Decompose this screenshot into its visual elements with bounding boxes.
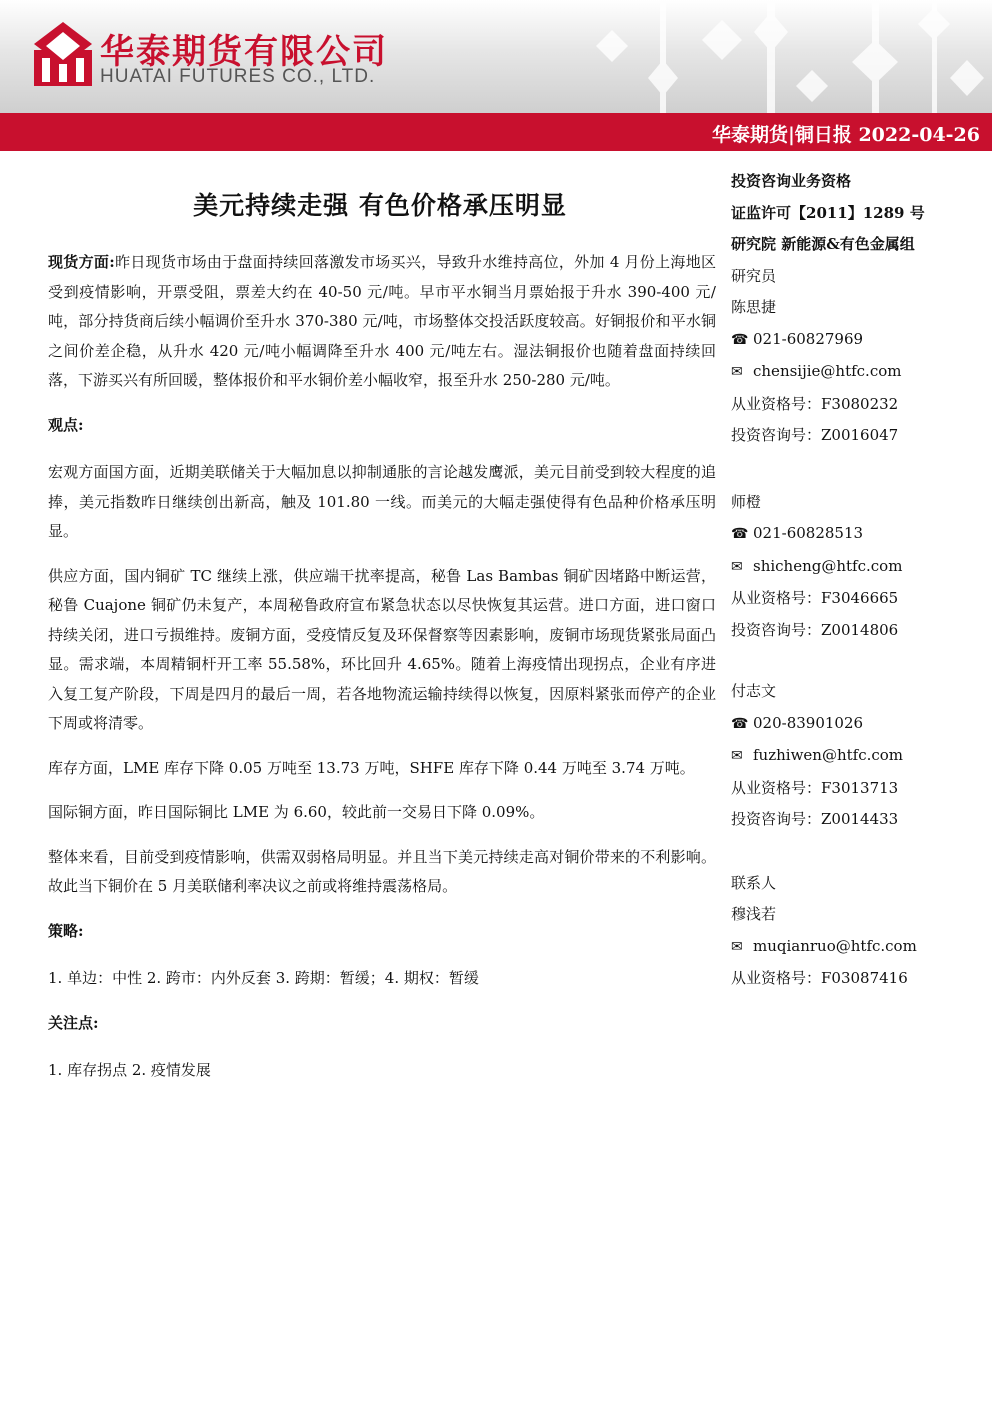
report-title: 美元持续走强 有色价格承压明显 bbox=[193, 191, 567, 220]
researcher-name: 陈思捷 bbox=[731, 298, 777, 316]
sidebar bbox=[731, 166, 981, 995]
researcher-license: 从业资格号：F3080232 bbox=[731, 394, 899, 413]
view-heading: 观点: bbox=[48, 415, 84, 434]
company-name-en: HUATAI FUTURES CO., LTD. bbox=[100, 66, 376, 87]
spot-paragraph bbox=[48, 248, 716, 396]
researcher-license: 从业资格号：F3013713 bbox=[731, 778, 899, 797]
header-decoration bbox=[572, 0, 992, 113]
envelope-icon: ✉ bbox=[731, 938, 743, 955]
focus-text: 1. 库存拐点 2. 疫情发展 bbox=[48, 1061, 211, 1079]
contact-license: 从业资格号：F03087416 bbox=[731, 969, 908, 987]
focus-heading: 关注点: bbox=[48, 1013, 99, 1032]
qualification-line-1: 投资咨询业务资格 bbox=[731, 172, 852, 190]
strategy-heading: 策略: bbox=[48, 921, 84, 940]
envelope-icon: ✉ bbox=[731, 558, 743, 575]
view-paragraph-supply: 供应方面，国内铜矿 TC 继续上涨，供应端干扰率提高，秘鲁 Las Bambas 铜矿因堵路中断运营，秘鲁 Cuajone 铜矿仍未复产，本周秘鲁政府宣布紧急状态以尽快恢复其运营。进口方面，进口窗口持续关闭，进口亏损维持。废铜方面，受疫情反复及环保督察等因素影响，废铜市场现货紧张局面凸显。需求端，本周精铜杆开工率 55.58%，环比回升 4.65%。随着上海疫情出现拐点，企业有序进入复工复产阶段，下周是四月的最后一周，若各地物流运输持续得以恢复，因原料紧张而停产的企业下周或将清零。 bbox=[48, 566, 716, 732]
page-header bbox=[0, 0, 992, 113]
contact-name: 穆浅若 bbox=[731, 905, 777, 923]
researcher-name: 付志文 bbox=[731, 682, 777, 700]
envelope-icon: ✉ bbox=[731, 364, 743, 380]
phone-icon: ☎ bbox=[731, 715, 749, 732]
researcher-name: 师橙 bbox=[731, 492, 762, 511]
report-tag: 华泰期货|铜日报 2022-04-26 bbox=[711, 124, 980, 146]
researcher-consult-id: 投资咨询号：Z0014433 bbox=[731, 810, 899, 828]
qualification-line-2: 证监许可【2011】1289 号 bbox=[731, 203, 925, 222]
researcher-license: 从业资格号：F3046665 bbox=[731, 589, 899, 607]
spot-label: 现货方面: bbox=[48, 253, 115, 271]
view-paragraph-inventory: 库存方面，LME 库存下降 0.05 万吨至 13.73 万吨，SHFE 库存下降 0.44 万吨至 3.74 万吨。 bbox=[48, 758, 695, 777]
researcher-phone: ☎ 021-60828513 bbox=[731, 518, 981, 551]
phone-icon: ☎ bbox=[731, 331, 749, 348]
envelope-icon: ✉ bbox=[731, 748, 743, 764]
researcher-consult-id: 投资咨询号：Z0016047 bbox=[731, 426, 899, 444]
researcher-email[interactable]: ✉ fuzhiwen@htfc.com bbox=[731, 740, 981, 773]
company-name-cn: 华泰期货有限公司 bbox=[100, 32, 388, 72]
phone-icon: ☎ bbox=[731, 526, 749, 542]
contact-role: 联系人 bbox=[731, 873, 777, 892]
researcher-phone: ☎ 021-60827969 bbox=[731, 324, 981, 357]
view-paragraph-international: 国际铜方面，昨日国际铜比 LME 为 6.60，较此前一交易日下降 0.09%。 bbox=[48, 803, 545, 821]
main-content bbox=[48, 248, 716, 1101]
researcher-email[interactable]: ✉ shicheng@htfc.com bbox=[731, 551, 981, 584]
company-logo bbox=[34, 22, 92, 86]
researcher-role: 研究员 bbox=[731, 266, 777, 285]
view-paragraph-summary: 整体来看，目前受到疫情影响，供需双弱格局明显。并且当下美元持续走高对铜价带来的不利影响。故此当下铜价在 5 月美联储利率决议之前或将维持震荡格局。 bbox=[48, 847, 716, 895]
spot-text: 昨日现货市场由于盘面持续回落激发市场买兴，导致升水维持高位，外加 4 月份上海地区受到疫情影响，开票受阻，票差大约在 40-50 元/吨。早市平水铜当月票始报于升水 390-400 元/吨，部分持货商后续小幅调价至升水 370-380 元/吨，市场整体交投活跃度较高。好铜报价和平水铜之间价差企稳，从升水 420 元/吨小幅调降至升水 400 元/吨左右。湿法铜报价也随着盘面持续回落，下游买兴有所回暖，整体报价和平水铜价差小幅收窄，报至升水 250-280 元/吨。 bbox=[48, 253, 716, 389]
view-paragraph-macro: 宏观方面国方面，近期美联储关于大幅加息以抑制通胀的言论越发鹰派，美元目前受到较大程度的追捧，美元指数昨日继续创出新高，触及 101.80 一线。而美元的大幅走强使得有色品种价格承压明显。 bbox=[48, 463, 716, 540]
strategy-text: 1. 单边：中性 2. 跨市：内外反套 3. 跨期：暂缓；4. 期权：暂缓 bbox=[48, 969, 479, 987]
institute-name: 研究院 新能源&有色金属组 bbox=[731, 235, 915, 253]
contact-email[interactable]: ✉ muqianruo@htfc.com bbox=[731, 931, 981, 964]
researcher-email[interactable]: ✉ chensijie@htfc.com bbox=[731, 356, 981, 389]
researcher-phone: ☎ 020-83901026 bbox=[731, 708, 981, 741]
researcher-consult-id: 投资咨询号：Z0014806 bbox=[731, 620, 899, 639]
